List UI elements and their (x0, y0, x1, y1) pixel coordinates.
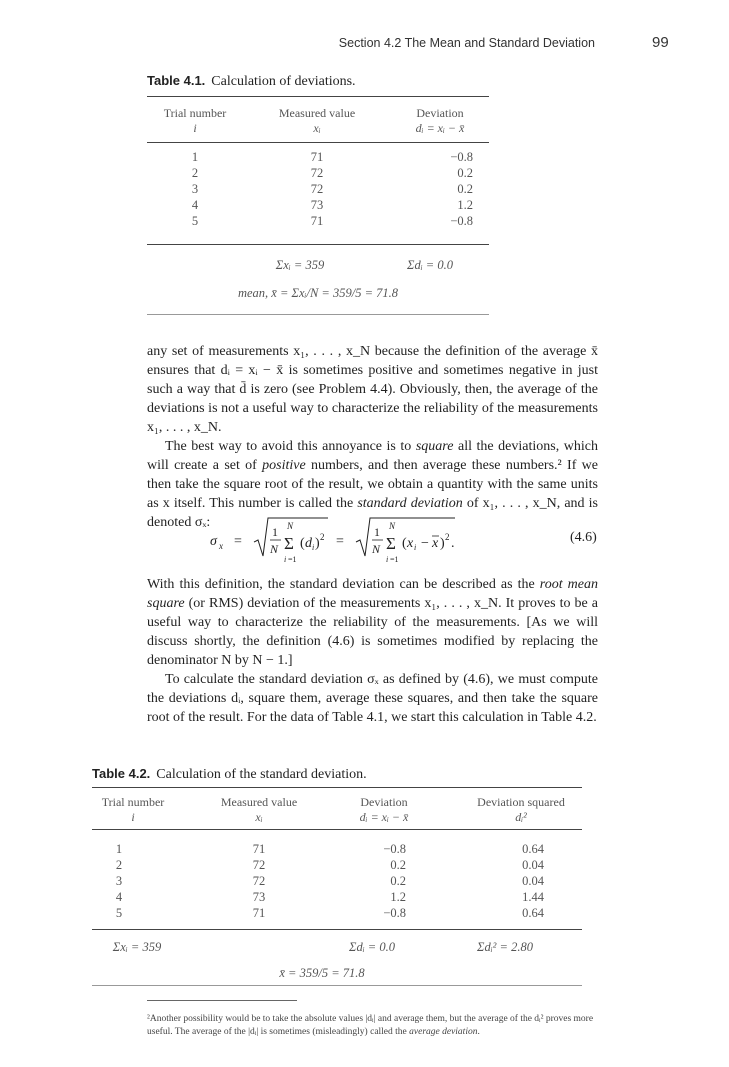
text-run: ²Another possibility would be to take the absolute values |dᵢ| and average them, but the average of the dᵢ² proves more useful. The average of the |dᵢ| is sometimes (misleadingly) called the (147, 1014, 594, 1037)
table-cell: 4 (191, 198, 199, 212)
table-cell: −0.8 (383, 842, 406, 856)
svg-text:N: N (372, 542, 381, 556)
table-cell: 2 (115, 858, 123, 872)
paragraph: any set of measurements x₁, . . . , x_N because the definition of the average x̄ ensures that dᵢ = xᵢ − x̄ is sometimes positive and sometimes negative in just such a way that d̄ is zero (see Problem 4.4). Obviously, then, the average of the deviations is not a useful way to characterize the reliability of the measurements x₁, . . . , x_N. (147, 344, 598, 435)
table-cell: 5 (115, 906, 123, 920)
table-cell: −0.8 (450, 150, 473, 164)
table-cell: −0.8 (450, 214, 473, 228)
col-header-symbol: i (193, 121, 197, 135)
sum-d: Σdᵢ = 0.0 (349, 940, 395, 954)
body-paragraphs-2 (147, 575, 598, 727)
table-cell: 72 (252, 874, 266, 888)
col-header-symbol: dᵢ = xᵢ − x̄ (359, 810, 409, 824)
table-cell: −0.8 (383, 906, 406, 920)
table-cell: 5 (191, 214, 199, 228)
table-cell: 72 (252, 858, 266, 872)
table-cell: 1 (191, 150, 199, 164)
svg-text:=: = (234, 534, 242, 549)
emphasis: square (415, 439, 454, 454)
table-cell: 71 (252, 906, 266, 920)
svg-text:): ) (440, 536, 445, 551)
body-paragraphs (147, 342, 598, 532)
table-cell: 0.04 (522, 858, 544, 872)
table-sum-rule (147, 244, 489, 245)
table-cell: 73 (310, 198, 324, 212)
svg-text:i: i (386, 555, 389, 564)
table-cell: 1.2 (457, 198, 473, 212)
svg-text:(: ( (300, 536, 305, 551)
mean-line: mean, x̄ = Σxᵢ/N = 359/5 = 71.8 (237, 286, 399, 300)
text-run: all the deviations, which will create a set of (147, 439, 598, 473)
svg-text:N: N (389, 521, 396, 531)
table-cell: 73 (252, 890, 266, 904)
svg-text:i: i (312, 543, 315, 552)
mean-line: x̄ = 359/5 = 71.8 (279, 966, 365, 980)
svg-text:N: N (287, 521, 294, 531)
svg-text:x: x (219, 541, 223, 551)
paragraph (147, 575, 598, 670)
table-cell: 0.64 (522, 906, 544, 920)
col-header-symbol: dᵢ = xᵢ − x̄ (415, 121, 465, 135)
svg-text:x: x (432, 536, 439, 551)
col-header-symbol: i (131, 810, 135, 824)
svg-text:2: 2 (445, 532, 450, 542)
table-sum-rule (92, 929, 582, 930)
col-header-symbol: xᵢ (313, 121, 321, 135)
svg-text:2: 2 (320, 532, 325, 542)
sum-d-squared: Σdᵢ² = 2.80 (477, 940, 533, 954)
table-cell: 0.2 (457, 166, 473, 180)
svg-text:=: = (336, 534, 344, 549)
table-cell: 71 (252, 842, 266, 856)
footnote-rule (147, 1000, 297, 1001)
footnote (147, 1013, 598, 1039)
table-cell: 0.2 (390, 874, 406, 888)
table-header-rule (147, 142, 489, 143)
table-cell: 2 (191, 166, 199, 180)
page-header (0, 36, 729, 56)
svg-text:.: . (451, 536, 455, 551)
table-cell: 3 (115, 874, 123, 888)
table-bottom-rule (147, 314, 489, 315)
table-cell: 1 (115, 842, 123, 856)
svg-text:−: − (421, 536, 429, 551)
col-header: Trial number (101, 795, 165, 809)
table-cell: 0.2 (390, 858, 406, 872)
col-header: Deviation (416, 106, 464, 120)
table-cell: 4 (115, 890, 123, 904)
table-cell: 71 (310, 150, 324, 164)
table-4-1-caption (147, 73, 356, 90)
table-header-rule (92, 829, 582, 830)
col-header-symbol: xᵢ (255, 810, 263, 824)
svg-text:1: 1 (374, 525, 380, 539)
table-bottom-rule (92, 985, 582, 986)
svg-text:N: N (270, 542, 279, 556)
table-top-rule (92, 787, 582, 788)
col-header: Measured value (220, 795, 298, 809)
table-cell: 71 (310, 214, 324, 228)
svg-text:=1: =1 (288, 555, 297, 564)
svg-text:x: x (407, 536, 414, 551)
sum-d: Σdᵢ = 0.0 (407, 258, 453, 272)
text-run: With this definition, the standard deviation can be described as the (147, 577, 540, 592)
table-4-2-caption (92, 766, 367, 783)
sum-x: Σxᵢ = 359 (275, 258, 325, 272)
svg-text:i: i (284, 555, 287, 564)
svg-text:Σ: Σ (386, 534, 396, 553)
table-cell: 72 (310, 182, 324, 196)
emphasis: average deviation (409, 1027, 478, 1037)
table-cell: 72 (310, 166, 324, 180)
emphasis: positive (262, 458, 306, 473)
table-top-rule (147, 96, 489, 97)
equation-number: (4.6) (570, 530, 597, 545)
table-caption-text: Calculation of deviations. (211, 74, 356, 89)
running-head: Section 4.2 The Mean and Standard Deviation (338, 36, 595, 50)
svg-text:d: d (305, 536, 312, 551)
svg-text:1: 1 (272, 525, 278, 539)
col-header-symbol: dᵢ² (515, 810, 527, 824)
standard-deviation-equation (210, 512, 630, 564)
emphasis: root mean square (147, 577, 598, 611)
paragraph: To calculate the standard deviation σₓ as defined by (4.6), we must compute the deviations dᵢ, square them, average these squares, and then take the square root of the result. For the data of Table 4.1, we start this calculation in Table 4.2. (147, 672, 598, 725)
col-header: Deviation squared (477, 795, 565, 809)
text-run: (or RMS) deviation of the measurements x₁, . . . , x_N. It proves to be a useful way to characterize the reliability of the measurements. [As we will discuss shortly, the definition (4.6) is sometimes modified by replacing the denominator N by N − 1.] (147, 596, 598, 668)
table-label: Table 4.1. (147, 73, 206, 88)
svg-text:σ: σ (210, 534, 217, 549)
sum-x: Σxᵢ = 359 (112, 940, 162, 954)
svg-text:Σ: Σ (284, 534, 294, 553)
table-label: Table 4.2. (92, 766, 151, 781)
text-run: The best way to avoid this annoyance is to (165, 439, 416, 454)
svg-text:i: i (414, 543, 417, 552)
emphasis: standard deviation (357, 496, 463, 511)
table-cell: 0.04 (522, 874, 544, 888)
table-caption-text: Calculation of the standard deviation. (156, 767, 367, 782)
col-header: Trial number (163, 106, 227, 120)
col-header: Deviation (360, 795, 408, 809)
table-cell: 0.64 (522, 842, 544, 856)
svg-text:): ) (315, 536, 320, 551)
text-run: . (477, 1027, 480, 1037)
table-cell: 3 (191, 182, 199, 196)
text-run: of x₁, . . . , x_N, and is denoted σₓ: (147, 496, 598, 530)
table-cell: 1.2 (390, 890, 406, 904)
page-number: 99 (652, 34, 669, 51)
col-header: Measured value (278, 106, 356, 120)
svg-text:(: ( (402, 536, 407, 551)
svg-text:=1: =1 (390, 555, 399, 564)
table-cell: 0.2 (457, 182, 473, 196)
table-cell: 1.44 (522, 890, 544, 904)
text-run: numbers, and then average these numbers.² If we then take the square root of the result, we obtain a quantity with the same units as x itself. This number is called the (147, 458, 598, 511)
